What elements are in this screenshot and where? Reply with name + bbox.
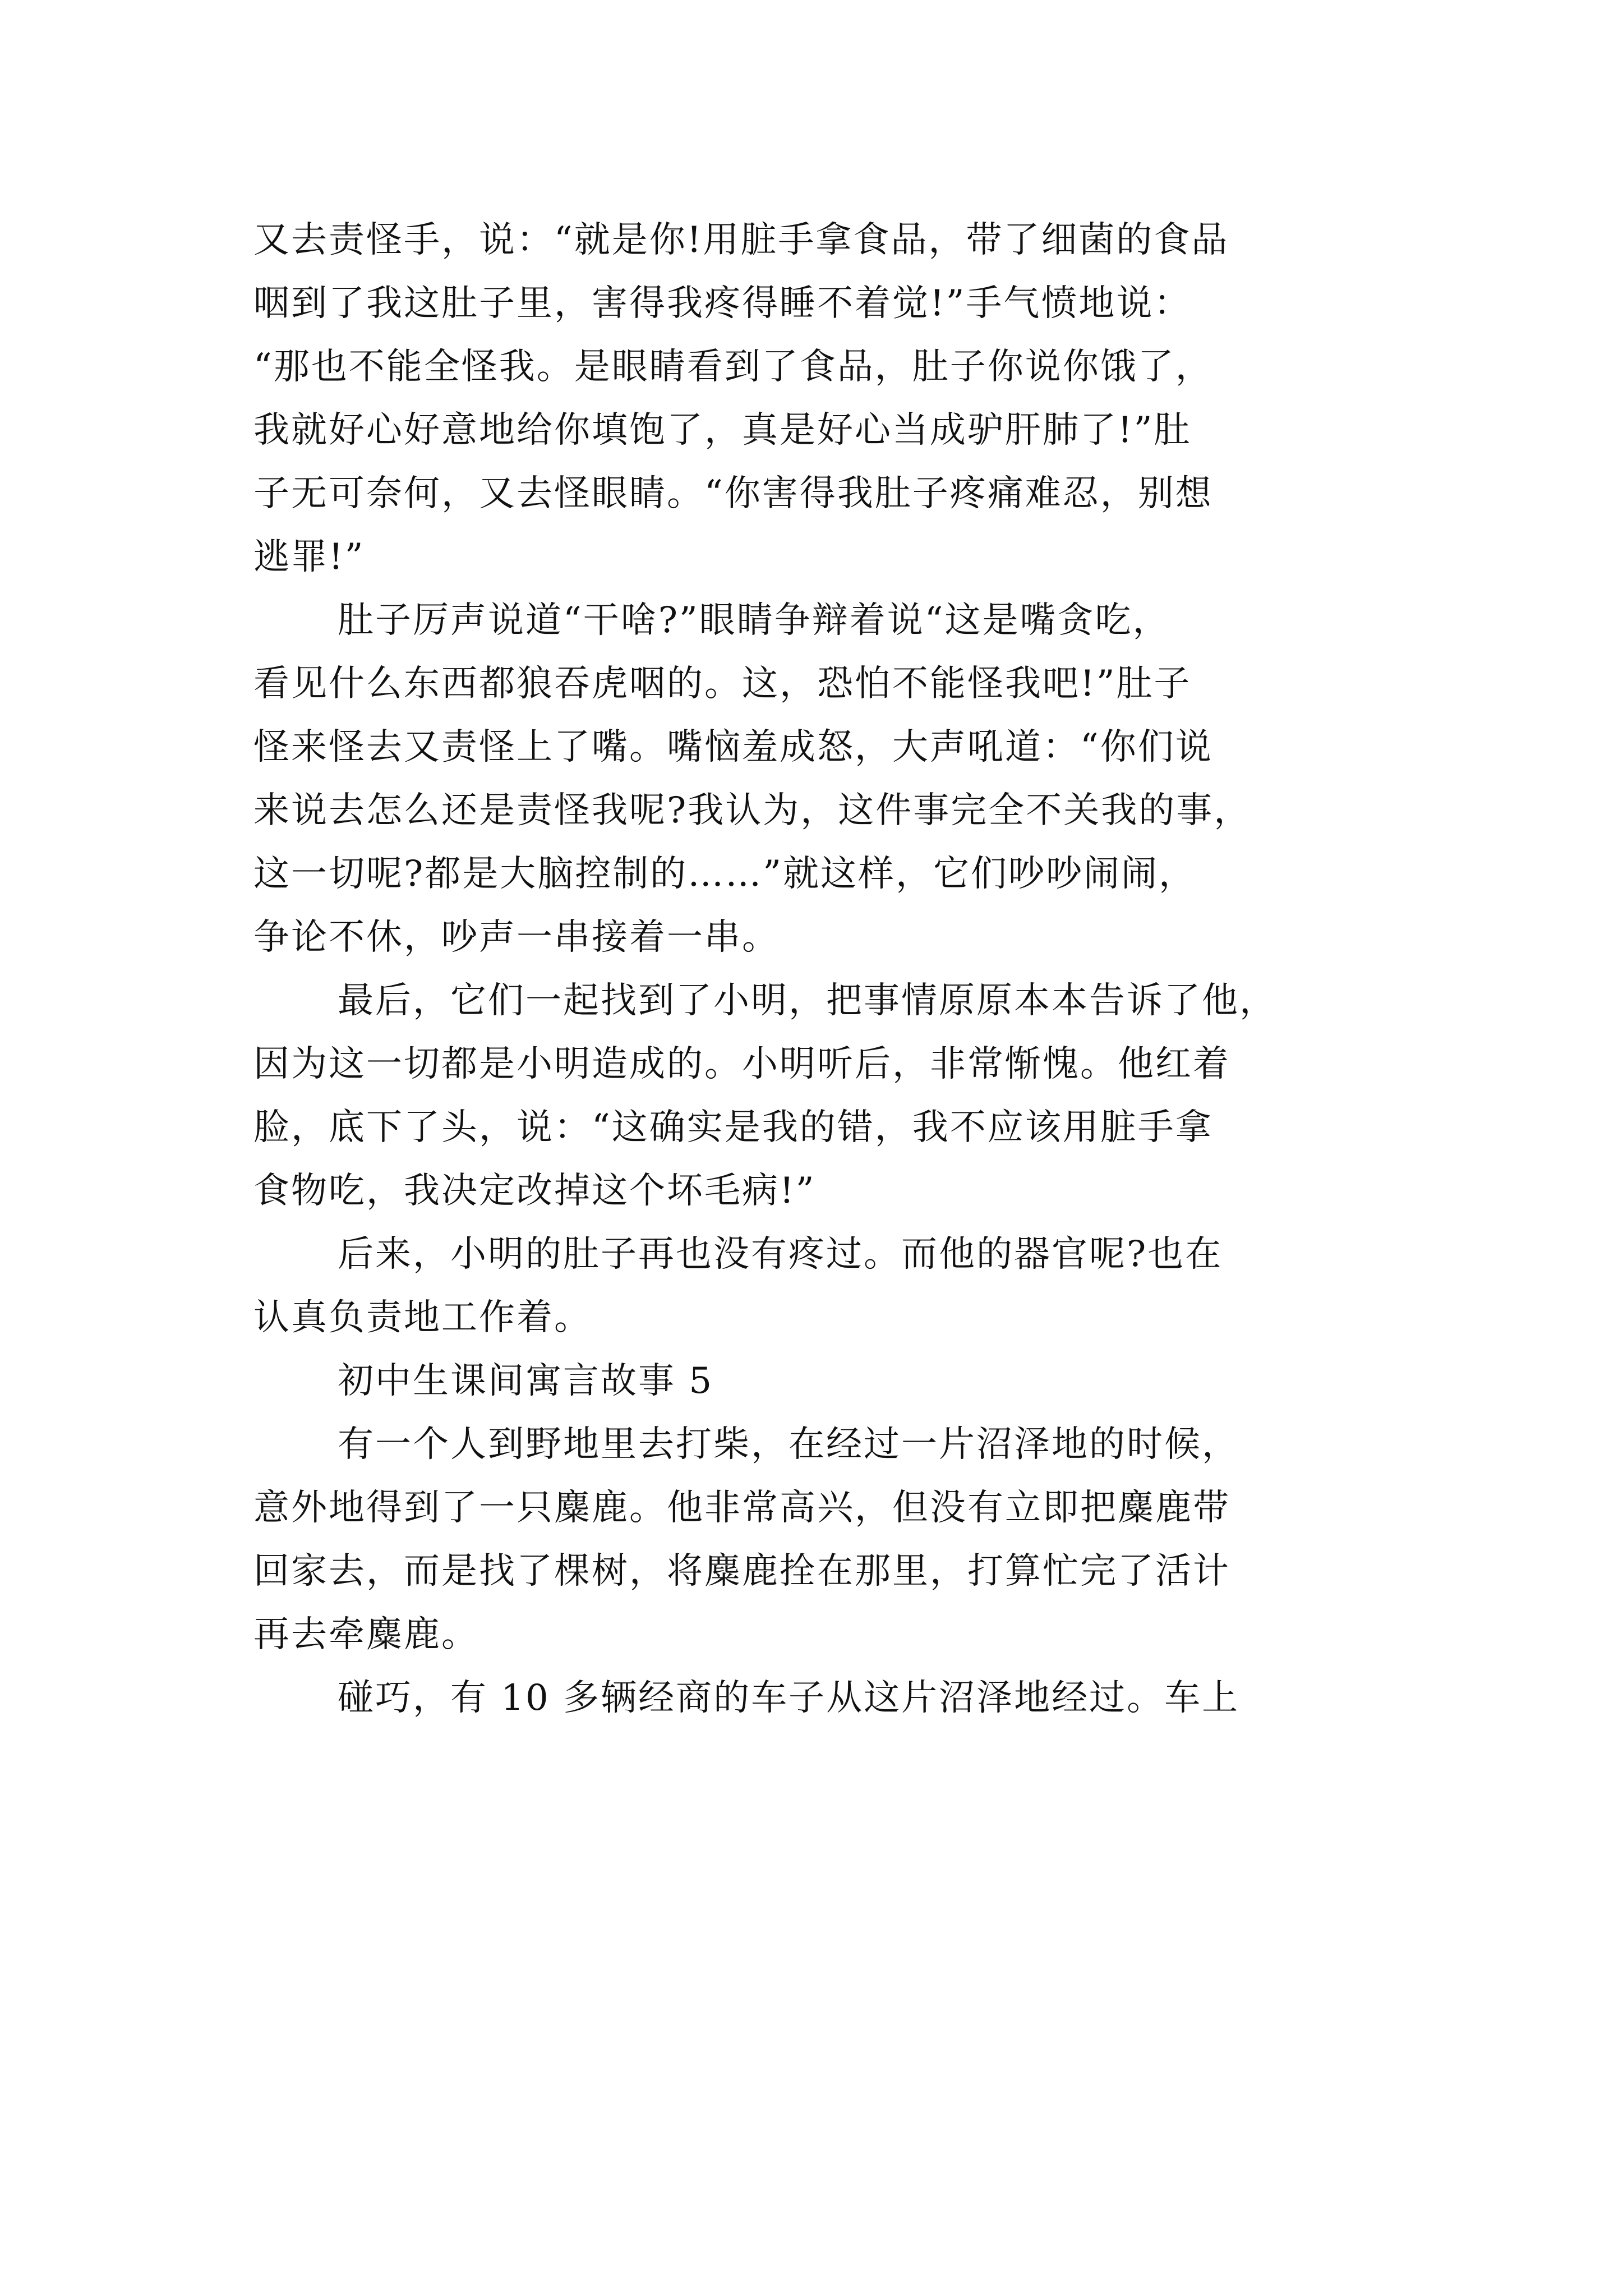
text-line: 逃罪!”	[253, 536, 365, 578]
text-line: 回家去，而是找了棵树，将麋鹿拴在那里，打算忙完了活计	[253, 1550, 1230, 1592]
text-line: 因为这一切都是小明造成的。小明听后，非常惭愧。他红着	[253, 1043, 1230, 1085]
text-line: 脸，底下了头，说：“这确实是我的错，我不应该用脏手拿	[253, 1107, 1213, 1148]
text-line: 争论不休，吵声一串接着一串。	[253, 917, 780, 958]
text-line: 我就好心好意地给你填饱了，真是好心当成驴肝肺了!”肚	[253, 409, 1192, 451]
text-line: 碰巧，有 10 多辆经商的车子从这片沼泽地经过。车上	[338, 1677, 1240, 1719]
text-line: 认真负责地工作着。	[253, 1297, 592, 1338]
document-body	[253, 209, 1375, 1730]
text-line: 意外地得到了一只麋鹿。他非常高兴，但没有立即把麋鹿带	[253, 1487, 1230, 1529]
text-line: 肚子厉声说道“干啥?”眼睛争辩着说“这是嘴贪吃，	[338, 600, 1170, 641]
text-line: 再去牵麋鹿。	[253, 1614, 479, 1655]
text-line: 来说去怎么还是责怪我呢?我认为，这件事完全不关我的事，	[253, 790, 1252, 831]
text-line: 又去责怪手，说：“就是你!用脏手拿食品，带了细菌的食品	[253, 219, 1229, 261]
text-line: “那也不能全怪我。是眼睛看到了食品，肚子你说你饿了，	[253, 346, 1213, 388]
text-line: 这一切呢?都是大脑控制的……”就这样，它们吵吵闹闹，	[253, 853, 1197, 895]
text-line: 子无可奈何，又去怪眼睛。“你害得我肚子疼痛难忍，别想	[253, 473, 1213, 514]
text-line: 咽到了我这肚子里，害得我疼得睡不着觉!”手气愤地说：	[253, 283, 1192, 324]
text-line: 最后，它们一起找到了小明，把事情原原本本告诉了他，	[338, 980, 1277, 1022]
text-line: 后来，小明的肚子再也没有疼过。而他的器官呢?也在	[338, 1234, 1223, 1275]
text-line: 初中生课间寓言故事 5	[338, 1360, 714, 1402]
text-line: 看见什么东西都狼吞虎咽的。这，恐怕不能怪我吧!”肚子	[253, 663, 1192, 705]
text-line: 怪来怪去又责怪上了嘴。嘴恼羞成怒，大声吼道：“你们说	[253, 726, 1213, 768]
text-line: 食物吃，我决定改掉这个坏毛病!”	[253, 1170, 816, 1212]
text-line: 有一个人到野地里去打柴，在经过一片沼泽地的时候，	[338, 1424, 1239, 1465]
